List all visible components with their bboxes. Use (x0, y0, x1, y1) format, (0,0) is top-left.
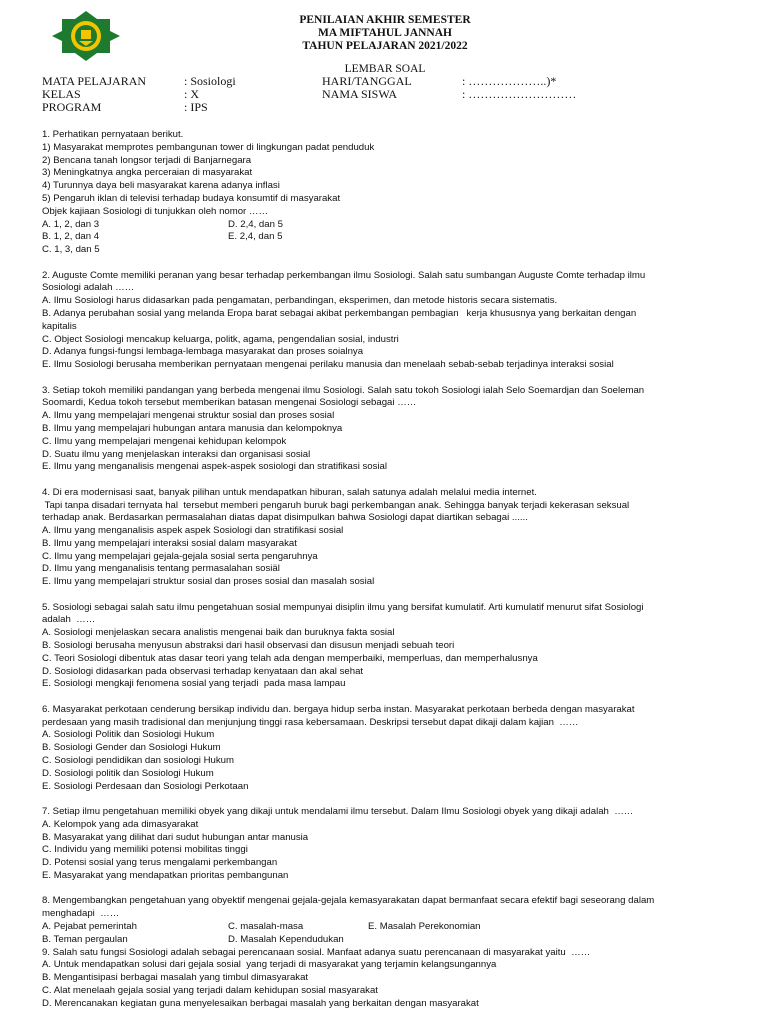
question-line: 4) Turunnya daya beli masyarakat karena adanya inflasi (42, 180, 280, 192)
meta-value: : IPS (184, 100, 208, 114)
question-line: perdesaan yang masih tradisional dan menjunjung tinggi rasa kebersamaan. Deskripsi tersebut dapat dikaji dalam kajian …… (42, 716, 579, 728)
question-line: B. Adanya perubahan sosial yang melanda Eropa barat sebagai akibat perkembangan pembagian kerja khususnya yang berkaitan dengan (42, 307, 637, 319)
question-text: 8. Mengembangkan pengetahuan yang obyektif mengenai gejala-gejala kemasyarakatan dapat bermanfaat secara efektif bagi seseorang dalam (42, 895, 655, 907)
answer-option: E. Masalah Perekonomian (368, 920, 481, 932)
answer-option: A. 1, 2, dan 3 (42, 218, 100, 230)
question-line: 1) Masyarakat memprotes pembangunan tower di lingkungan padat penduduk (42, 141, 375, 153)
question-line: kapitalis (42, 320, 77, 332)
header-line-3: TAHUN PELAJARAN 2021/2022 (302, 40, 468, 52)
question-text: 9. Salah satu fungsi Sosiologi adalah sebagai perencanaan sosial. Manfaat adanya suatu perencanaan di masyarakat yaitu …… (42, 946, 591, 958)
sheet-title: LEMBAR SOAL (344, 63, 426, 75)
meta-left (42, 75, 236, 114)
question-line: C. Object Sosiologi mencakup keluarga, politk, agama, pengendalian sosial, industri (42, 333, 399, 345)
answer-option: D. Masalah Kependudukan (228, 933, 344, 945)
question-line: C. Teori Sosiologi dibentuk atas dasar teori yang telah ada dengan memperbaiki, memperluas, dan memperhalusnya (42, 652, 538, 664)
question-item (42, 487, 722, 589)
meta-value: : X (184, 87, 199, 101)
meta-value: : ……………………… (462, 87, 577, 101)
question-item (42, 895, 722, 946)
question-line: A. Kelompok yang ada dimasyarakat (42, 818, 199, 830)
question-line: Objek kajiaan Sosiologi di tunjukkan oleh nomor …… (42, 205, 269, 217)
meta-right (322, 75, 576, 101)
question-line: D. Suatu ilmu yang menjelaskan interaksi dan organisasi sosial (42, 448, 311, 460)
meta-label: KELAS (42, 87, 81, 101)
question-text: 1. Perhatikan pernyataan berikut. (42, 129, 184, 140)
meta-label: MATA PELAJARAN (42, 74, 147, 88)
question-line: E. Ilmu yang mempelajari struktur sosial dan proses sosial dan masalah sosial (42, 576, 375, 588)
meta-row (322, 88, 576, 101)
question-line: A. Sosiologi Politik dan Sosiologi Hukum (42, 729, 215, 741)
question-text: 7. Setiap ilmu pengetahuan memiliki obyek yang dikaji untuk mendalami ilmu tersebut. Dalam Ilmu Sosiologi obyek yang dikaji adalah …… (42, 806, 634, 818)
meta-row (42, 101, 236, 114)
question-line: Sosiologi adalah …… (42, 282, 135, 294)
question-item (42, 704, 722, 794)
answer-options (42, 921, 722, 947)
question-line: adalah …… (42, 614, 96, 626)
question-line: E. Ilmu Sosiologi berusaha memberikan pernyataan mengenai perilaku manusia dan menelaah sebab-sebab terjadinya interaksi sosial (42, 359, 614, 371)
question-item (42, 806, 722, 883)
meta-value: : ………………..)* (462, 74, 557, 88)
question-item (42, 385, 722, 475)
question-line: B. Ilmu yang mempelajari interaksi sosial dalam masyarakat (42, 537, 297, 549)
question-line: D. Ilmu yang menganalisis tentang permasalahan sosiäl (42, 563, 280, 575)
question-text: 4. Di era modernisasi saat, banyak pilihan untuk mendapatkan hiburan, salah satunya adalah melalui media internet. (42, 486, 537, 498)
question-line: E. Masyarakat yang mendapatkan prioritas pembangunan (42, 870, 289, 881)
answer-option: A. Pejabat pemerintah (42, 920, 137, 932)
question-item (42, 270, 722, 372)
question-line: 3) Meningkatnya angka perceraian di masyarakat (42, 167, 253, 179)
question-line: B. Sosiologi berusaha menyusun abstraksi dari hasil observasi dan disusun menjadi sebuah teori (42, 640, 455, 652)
answer-option: B. Teman pergaulan (42, 933, 128, 945)
answer-options (42, 219, 722, 257)
question-text: 3. Setiap tokoh memiliki pandangan yang berbeda mengenai ilmu Sosiologi. Salah satu tokoh Sosiologi ialah Selo Soemardjan dan Soeleman (42, 384, 645, 396)
header-line-2: MA MIFTAHUL JANNAH (318, 27, 452, 39)
question-line: D. Merencanakan kegiatan guna menyelesaikan berbagai masalah yang berkaitan dengan masyarakat (42, 997, 479, 1009)
school-emblem-icon (44, 10, 128, 62)
question-text: 5. Sosiologi sebagai salah satu ilmu pengetahuan sosial mempunyai disiplin ilmu yang bersifat kumulatif. Arti kumulatif menurut sifat Sosiologi (42, 601, 644, 613)
question-line: 5) Pengaruh iklan di televisi terhadap budaya konsumtif di masyarakat (42, 192, 341, 204)
answer-option (368, 934, 568, 947)
question-line: B. Ilmu yang mempelajari hubungan antara manusia dan kelompoknya (42, 422, 343, 434)
question-item (42, 602, 722, 692)
answer-option: C. masalah-masa (228, 920, 304, 932)
meta-label: NAMA SISWA (322, 87, 398, 101)
question-line: E. Sosiologi Perdesaan dan Sosiologi Perkotaan (42, 780, 249, 792)
question-line: C. Sosiologi pendidikan dan sosiologi Hukum (42, 755, 234, 767)
question-line: D. Sosiologi didasarkan pada observasi terhadap kenyataan dan akal sehat (42, 665, 364, 677)
exam-header (230, 14, 540, 76)
question-text: 2. Auguste Comte memiliki peranan yang besar terhadap perkembangan ilmu Sosiologi. Salah satu sumbangan Auguste Comte terhadap ilmu (42, 269, 646, 281)
meta-label: PROGRAM (42, 100, 102, 114)
meta-value: : Sosiologi (184, 74, 236, 88)
question-line: E. Sosiologi mengkaji fenomena sosial yang terjadi pada masa lampau (42, 678, 346, 690)
question-line: C. Ilmu yang mempelajari gejala-gejala sosial serta pengaruhnya (42, 550, 318, 562)
question-line: E. Ilmu yang menganalisis mengenai aspek-aspek sosiologi dan stratifikasi sosial (42, 461, 388, 473)
answer-option: D. 2,4, dan 5 (228, 218, 283, 230)
question-item (42, 947, 722, 1011)
question-item (42, 129, 722, 257)
question-line: C. Alat menelaah gejala sosial yang terjadi dalam kehidupan sosial masyarakat (42, 984, 378, 996)
question-line: D. Adanya fungsi-fungsi lembaga-lembaga masyarakat dan proses soialnya (42, 346, 364, 358)
answer-option: E. 2,4, dan 5 (228, 231, 283, 243)
question-list (42, 129, 722, 1023)
question-line: terhadap anak. Berdasarkan permasalahan diatas dapat disimpulkan bahwa Sosiologi dapat diartikan sebagai ...... (42, 512, 528, 524)
question-line: B. Sosiologi Gender dan Sosiologi Hukum (42, 742, 221, 754)
question-line: D. Potensi sosial yang terus mengalami perkembangan (42, 857, 278, 869)
question-text: 6. Masyarakat perkotaan cenderung bersikap individu dan. bergaya hidup serba instan. Masyarakat perkotaan berbeda dengan masyarakat (42, 703, 635, 715)
question-line: B. Masyarakat yang dilihat dari sudut hubungan antar manusia (42, 831, 309, 843)
question-line: C. Individu yang memiliki potensi mobilitas tinggi (42, 844, 248, 856)
question-line: B. Mengantisipasi berbagai masalah yang timbul dimasyarakat (42, 972, 309, 984)
question-line: 2) Bencana tanah longsor terjadi di Banjarnegara (42, 154, 252, 166)
question-line: Tapi tanpa disadari ternyata hal tersebut memberi pengaruh buruk bagi perkembangan anak. Sehingga banyak terjadi kekerasan seksual (42, 499, 630, 511)
meta-label: HARI/TANGGAL (322, 74, 412, 88)
question-line: A. Sosiologi menjelaskan secara analistis mengenai baik dan buruknya fakta sosial (42, 627, 395, 639)
question-line: A. Ilmu yang menganalisis aspek aspek Sosiologi dan stratifikasi sosial (42, 525, 344, 537)
answer-option: C. 1, 3, dan 5 (42, 244, 100, 256)
question-line: A. Untuk mendapatkan solusi dari gejala sosial yang terjadi di masyarakat yang terjamin kelangsungannya (42, 959, 497, 971)
question-line: A. Ilmu Sosiologi harus didasarkan pada pengamatan, perbandingan, eksperimen, dan metode historis secara sistematis. (42, 295, 558, 307)
answer-option: B. 1, 2, dan 4 (42, 231, 100, 243)
question-line: D. Sosiologi politik dan Sosiologi Hukum (42, 767, 214, 779)
question-line: menghadapi …… (42, 908, 120, 920)
question-line: Soomardi, Kedua tokoh tersebut memberikan batasan mengenai Sosiologi sebagai …… (42, 397, 417, 409)
question-line: C. Ilmu yang mempelajari mengenai kehidupan kelompok (42, 435, 287, 447)
header-line-1: PENILAIAN AKHIR SEMESTER (299, 14, 471, 26)
question-line: A. Ilmu yang mempelajari mengenai struktur sosial dan proses sosial (42, 410, 335, 422)
